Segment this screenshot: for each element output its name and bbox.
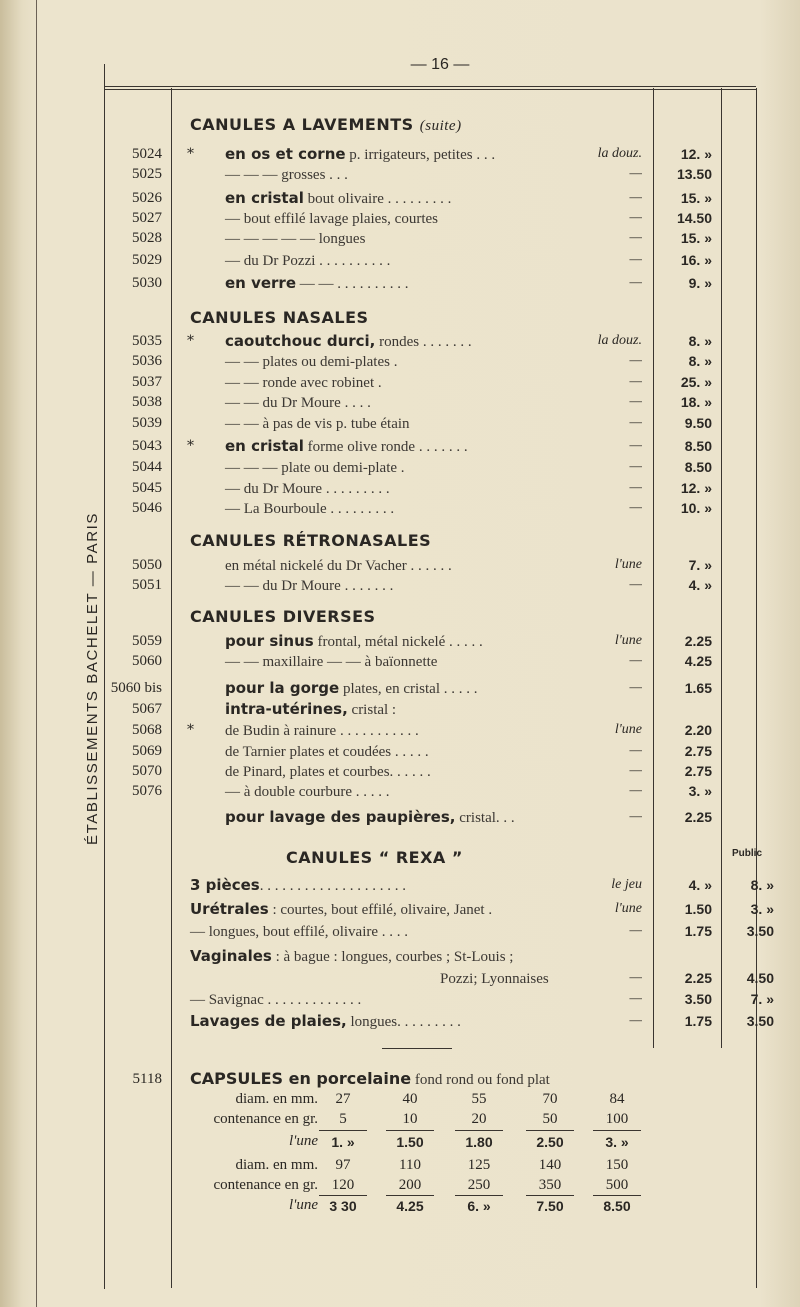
item-reference: 5025	[132, 166, 162, 182]
item-reference: 5060	[132, 653, 162, 669]
item-price: 4.25	[684, 653, 712, 669]
catalog-row	[0, 650, 800, 672]
item-detail: plates, en cristal . . . . .	[339, 681, 478, 697]
rexa-row	[0, 988, 800, 1010]
item-price: 7. »	[688, 557, 712, 573]
item-unit: —	[629, 480, 642, 495]
capsules-cell: 2.50	[536, 1134, 564, 1150]
item-price: 9.50	[684, 415, 712, 431]
rexa-row	[0, 898, 800, 920]
item-reference: 5038	[132, 394, 162, 410]
catalog-row	[0, 456, 800, 478]
item-description	[225, 677, 477, 700]
capsules-cell: 40	[402, 1091, 418, 1107]
item-price: 16. »	[680, 252, 712, 268]
item-public-price: 3. »	[750, 901, 774, 917]
catalog-row	[0, 187, 800, 209]
capsules-rule	[526, 1130, 574, 1131]
item-unit: —	[629, 353, 642, 368]
capsules-cell: 350	[538, 1177, 562, 1193]
item-reference: 5043	[132, 438, 162, 454]
item-detail: — — — grosses . . .	[225, 167, 348, 183]
capsules-cell: 8.50	[603, 1198, 631, 1214]
catalog-row	[0, 780, 800, 802]
capsules-cell: 7.50	[536, 1198, 564, 1214]
capsules-subtitle: fond rond ou fond plat	[411, 1072, 550, 1088]
item-reference: 5068	[132, 722, 162, 738]
item-unit: —	[629, 500, 642, 515]
item-price: 8. »	[688, 333, 712, 349]
publisher-side-text: ÉTABLISSEMENTS BACHELET — PARIS	[84, 511, 101, 845]
item-marker: *	[187, 438, 194, 454]
item-unit: —	[629, 230, 642, 245]
catalog-row	[0, 391, 800, 413]
catalog-row	[0, 249, 800, 271]
item-description	[190, 1010, 461, 1033]
item-detail: frontal, métal nickelé . . . . .	[313, 634, 483, 650]
catalog-row	[0, 163, 800, 185]
item-price: 8. »	[688, 353, 712, 369]
item-unit: —	[629, 394, 642, 409]
capsules-cell: 120	[331, 1177, 355, 1193]
item-marker: *	[187, 333, 194, 349]
item-unit: —	[629, 970, 642, 985]
item-detail: — — du Dr Moure . . . .	[225, 395, 371, 411]
section-heading-rexa: CANULES “ REXA ”	[286, 848, 463, 867]
catalog-row	[0, 740, 800, 762]
capsules-heading	[190, 1069, 550, 1089]
item-price: 2.25	[684, 633, 712, 649]
item-public-price: 4.50	[746, 970, 774, 986]
catalog-row	[0, 143, 800, 165]
item-reference: 5076	[132, 783, 162, 799]
capsules-cell: 97	[335, 1157, 351, 1173]
section-heading-retronasales: CANULES RÉTRONASALES	[190, 531, 432, 550]
item-reference: 5050	[132, 557, 162, 573]
capsules-label: diam. en mm.	[235, 1157, 318, 1173]
item-detail: forme olive ronde . . . . . . .	[303, 439, 468, 455]
item-detail: — — . . . . . . . . . .	[296, 276, 409, 292]
item-detail: cristal. . .	[455, 810, 515, 826]
section-heading-nasales: CANULES NASALES	[190, 308, 369, 327]
item-price: 4. »	[688, 877, 712, 893]
header-rule	[104, 86, 756, 87]
item-name: en verre	[225, 274, 296, 292]
catalog-row	[0, 330, 800, 352]
item-description	[225, 780, 390, 803]
capsules-rule	[455, 1130, 503, 1131]
capsules-cell: 5	[339, 1111, 347, 1127]
item-detail: longues. . . . . . . . .	[346, 1014, 461, 1030]
item-unit: —	[629, 210, 642, 225]
item-detail: — Savignac . . . . . . . . . . . . .	[190, 992, 362, 1008]
item-description	[190, 945, 513, 968]
capsules-cell: 6. »	[467, 1198, 491, 1214]
item-reference: 5118	[132, 1071, 162, 1087]
catalog-row	[0, 412, 800, 434]
item-detail: p. irrigateurs, petites . . .	[345, 147, 496, 163]
item-reference: 5060 bis	[110, 680, 162, 696]
item-name: Urétrales	[190, 900, 269, 918]
item-name: intra-utérines,	[225, 700, 348, 718]
item-name: caoutchouc durci,	[225, 332, 376, 350]
header-rule-2	[104, 89, 756, 90]
item-public-price: 3.50	[746, 923, 774, 939]
section-heading-lavements	[190, 115, 462, 135]
item-price: 2.75	[684, 743, 712, 759]
item-price: 2.25	[684, 809, 712, 825]
item-detail: : courtes, bout effilé, olivaire, Janet .	[268, 902, 493, 918]
rexa-row	[0, 945, 800, 967]
item-name: 3 pièces	[190, 876, 260, 894]
capsules-cell: 125	[467, 1157, 491, 1173]
capsules-rule	[526, 1195, 574, 1196]
capsules-cell: 1.80	[465, 1134, 493, 1150]
capsules-cell: 100	[605, 1111, 629, 1127]
item-price: 1.65	[684, 680, 712, 696]
capsules-rule	[593, 1195, 641, 1196]
item-description	[225, 497, 394, 520]
item-reference: 5027	[132, 210, 162, 226]
item-reference: 5029	[132, 252, 162, 268]
item-description	[225, 806, 515, 829]
item-reference: 5035	[132, 333, 162, 349]
item-price: 9. »	[688, 275, 712, 291]
item-price: 4. »	[688, 577, 712, 593]
item-reference: 5051	[132, 577, 162, 593]
item-detail: — longues, bout effilé, olivaire . . . .	[190, 924, 409, 940]
section-title: CANULES A LAVEMENTS	[190, 115, 414, 134]
catalog-row	[0, 574, 800, 596]
catalog-row	[0, 350, 800, 372]
section-subtitle: (suite)	[419, 118, 462, 134]
item-reference: 5045	[132, 480, 162, 496]
capsules-cell: 250	[467, 1177, 491, 1193]
capsules-label: diam. en mm.	[235, 1091, 318, 1107]
item-unit: l'une	[614, 633, 642, 648]
catalog-row	[0, 207, 800, 229]
item-unit: le jeu	[611, 877, 642, 892]
item-description	[440, 967, 549, 990]
catalog-row	[0, 677, 800, 699]
item-detail: de Tarnier plates et coudées . . . . .	[225, 744, 429, 760]
item-price: 1.75	[684, 1013, 712, 1029]
item-price: 15. »	[680, 190, 712, 206]
item-price: 25. »	[680, 374, 712, 390]
rexa-row	[0, 967, 800, 989]
item-detail: — — — — — longues	[225, 231, 366, 247]
item-detail: bout olivaire . . . . . . . . .	[303, 191, 452, 207]
item-price: 10. »	[680, 500, 712, 516]
section-heading-diverses: CANULES DIVERSES	[190, 607, 376, 626]
item-reference: 5046	[132, 500, 162, 516]
decorative-rule	[382, 1048, 452, 1049]
item-description	[225, 163, 348, 186]
item-price: 12. »	[680, 146, 712, 162]
item-reference: 5037	[132, 374, 162, 390]
public-price-label: Public	[732, 848, 763, 859]
item-name: en os et corne	[225, 145, 346, 163]
catalog-row	[0, 698, 800, 720]
item-reference: 5039	[132, 415, 162, 431]
item-price: 3.50	[684, 991, 712, 1007]
item-detail: — du Dr Moure . . . . . . . . .	[225, 481, 390, 497]
item-name: en cristal	[225, 437, 304, 455]
item-price: 15. »	[680, 230, 712, 246]
capsules-cell: 10	[402, 1111, 418, 1127]
item-price: 13.50	[676, 166, 712, 182]
item-description	[225, 574, 393, 597]
item-description	[190, 920, 408, 943]
item-unit: —	[629, 1013, 642, 1028]
catalog-row	[0, 477, 800, 499]
item-price: 18. »	[680, 394, 712, 410]
item-description	[225, 350, 397, 373]
item-price: 8.50	[684, 459, 712, 475]
item-unit: —	[629, 577, 642, 592]
capsules-cell: 1.50	[396, 1134, 424, 1150]
item-name: en cristal	[225, 189, 304, 207]
item-reference: 5026	[132, 190, 162, 206]
catalog-row	[0, 630, 800, 652]
item-price: 8.50	[684, 438, 712, 454]
item-detail: : à bague : longues, courbes ; St-Louis ;	[271, 949, 514, 965]
item-detail: — — — plate ou demi-plate .	[225, 460, 405, 476]
catalog-row	[0, 760, 800, 782]
item-detail: en métal nickelé du Dr Vacher . . . . . .	[225, 558, 452, 574]
item-unit: —	[629, 166, 642, 181]
item-reference: 5030	[132, 275, 162, 291]
item-unit: —	[629, 991, 642, 1006]
item-detail: — — ronde avec robinet .	[225, 375, 382, 391]
catalog-row	[0, 227, 800, 249]
item-unit: —	[629, 438, 642, 453]
item-price: 1.50	[684, 901, 712, 917]
capsules-label: l'une	[288, 1197, 318, 1213]
item-reference: 5044	[132, 459, 162, 475]
item-detail: — — maxillaire — — à baïonnette	[225, 654, 438, 670]
capsules-cell: 3. »	[605, 1134, 629, 1150]
catalog-row	[0, 371, 800, 393]
item-detail: — à double courbure . . . . .	[225, 784, 390, 800]
capsules-cell: 140	[538, 1157, 562, 1173]
capsules-rule	[386, 1195, 434, 1196]
capsules-rule	[455, 1195, 503, 1196]
item-public-price: 8. »	[750, 877, 774, 893]
item-unit: —	[629, 923, 642, 938]
item-unit: —	[629, 680, 642, 695]
item-unit: —	[629, 190, 642, 205]
item-detail: rondes . . . . . . .	[375, 334, 472, 350]
item-reference: 5028	[132, 230, 162, 246]
item-price: 2.25	[684, 970, 712, 986]
item-unit: —	[629, 459, 642, 474]
capsules-cell: 55	[471, 1091, 487, 1107]
catalog-row	[0, 272, 800, 294]
item-price: 2.20	[684, 722, 712, 738]
item-detail: — du Dr Pozzi . . . . . . . . . .	[225, 253, 391, 269]
item-public-price: 7. »	[750, 991, 774, 1007]
item-price: 14.50	[676, 210, 712, 226]
item-price: 3. »	[688, 783, 712, 799]
item-detail: — — plates ou demi-plates .	[225, 354, 398, 370]
item-unit: —	[629, 809, 642, 824]
item-name: pour la gorge	[225, 679, 340, 697]
item-price: 12. »	[680, 480, 712, 496]
item-reference: 5059	[132, 633, 162, 649]
item-reference: 5069	[132, 743, 162, 759]
item-description	[225, 227, 365, 250]
item-public-price: 3.50	[746, 1013, 774, 1029]
catalog-row	[0, 435, 800, 457]
catalog-row	[0, 497, 800, 519]
item-name: pour sinus	[225, 632, 314, 650]
item-description	[225, 650, 437, 673]
item-detail: — — du Dr Moure . . . . . . .	[225, 578, 394, 594]
item-unit: —	[629, 653, 642, 668]
item-detail: de Pinard, plates et courbes. . . . . .	[225, 764, 431, 780]
item-description	[225, 412, 410, 435]
capsules-cell: 3 30	[329, 1198, 357, 1214]
item-description	[225, 249, 390, 272]
item-description	[190, 988, 361, 1011]
capsules-rule	[319, 1130, 367, 1131]
capsules-title: CAPSULES en porcelaine	[190, 1069, 412, 1088]
item-unit: —	[629, 374, 642, 389]
item-unit: —	[629, 783, 642, 798]
capsules-cell: 84	[609, 1091, 625, 1107]
item-unit: —	[629, 415, 642, 430]
item-marker: *	[187, 146, 194, 162]
capsules-cell: 20	[471, 1111, 487, 1127]
item-description	[225, 719, 419, 742]
item-unit: —	[629, 743, 642, 758]
item-description	[225, 698, 396, 721]
rexa-row	[0, 1010, 800, 1032]
item-price: 2.75	[684, 763, 712, 779]
capsules-cell: 70	[542, 1091, 558, 1107]
item-unit: —	[629, 275, 642, 290]
rexa-row	[0, 874, 800, 896]
capsules-rule	[319, 1195, 367, 1196]
capsules-rule	[386, 1130, 434, 1131]
capsules-cell: 4.25	[396, 1198, 424, 1214]
item-description	[190, 874, 406, 897]
capsules-label: contenance en gr.	[213, 1177, 318, 1193]
item-description	[225, 456, 405, 479]
item-detail: . . . . . . . . . . . . . . . . . . . .	[259, 878, 406, 894]
catalog-row	[0, 554, 800, 576]
capsules-label: contenance en gr.	[213, 1111, 318, 1127]
item-unit: —	[629, 252, 642, 267]
catalog-row	[0, 719, 800, 741]
item-unit: la douz.	[597, 146, 642, 161]
item-marker: *	[187, 722, 194, 738]
item-price: 1.75	[684, 923, 712, 939]
item-reference: 5070	[132, 763, 162, 779]
rexa-row	[0, 920, 800, 942]
item-name: Vaginales	[190, 947, 272, 965]
capsules-cell: 1. »	[331, 1134, 355, 1150]
capsules-cell: 27	[335, 1091, 351, 1107]
capsules-cell: 150	[605, 1157, 629, 1173]
item-detail: cristal :	[347, 702, 397, 718]
capsules-cell: 200	[398, 1177, 422, 1193]
item-unit: l'une	[614, 722, 642, 737]
capsules-label: l'une	[288, 1133, 318, 1149]
capsules-cell: 500	[605, 1177, 629, 1193]
catalog-row	[0, 806, 800, 828]
item-description	[190, 898, 492, 921]
capsules-cell: 50	[542, 1111, 558, 1127]
item-detail: — La Bourboule . . . . . . . . .	[225, 501, 395, 517]
item-detail: — — à pas de vis p. tube étain	[225, 416, 410, 432]
capsules-cell: 110	[399, 1157, 421, 1173]
item-detail: de Budin à rainure . . . . . . . . . . .	[225, 723, 419, 739]
item-description	[225, 272, 409, 295]
item-name: pour lavage des paupières,	[225, 808, 456, 826]
item-reference: 5036	[132, 353, 162, 369]
item-description	[225, 391, 371, 414]
item-detail: Pozzi; Lyonnaises	[440, 971, 549, 987]
item-unit: la douz.	[597, 333, 642, 348]
item-reference: 5024	[132, 146, 162, 162]
item-name: Lavages de plaies,	[190, 1012, 347, 1030]
item-detail: — bout effilé lavage plaies, courtes	[225, 211, 438, 227]
item-unit: l'une	[614, 557, 642, 572]
item-unit: —	[629, 763, 642, 778]
item-unit: l'une	[614, 901, 642, 916]
item-reference: 5067	[132, 701, 162, 717]
capsules-rule	[593, 1130, 641, 1131]
item-description	[225, 435, 468, 458]
page-number: — 16 —	[410, 56, 470, 73]
